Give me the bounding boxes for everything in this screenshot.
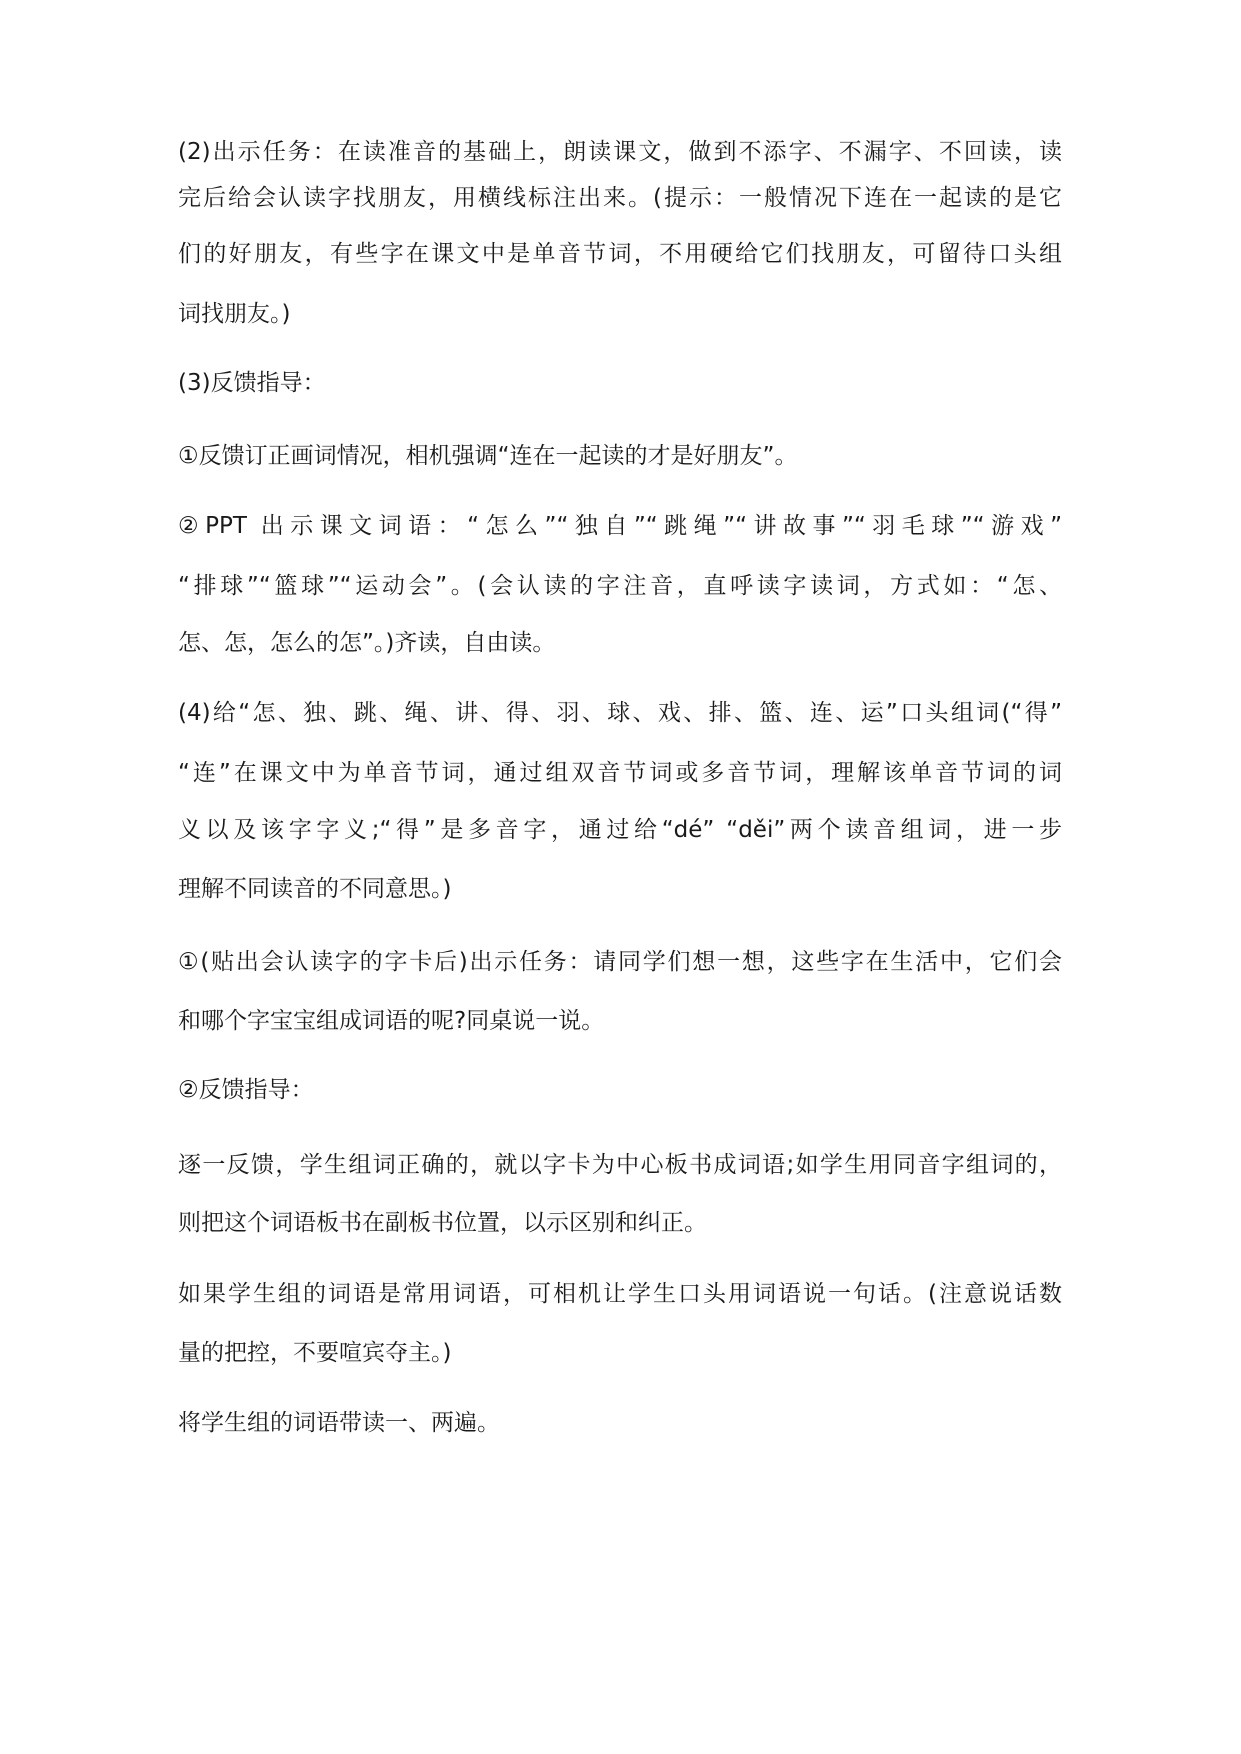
text-line-task-2: (2)出示任务：在读准音的基础上，朗读课文，做到不添字、不漏字、不回读，读 [178,139,1062,165]
text-line-task-2-cont-1: 完后给会认读字找朋友，用横线标注出来。(提示：一般情况下连在一起读的是它 [178,185,1062,211]
text-line-task-2-cont-2: 们的好朋友，有些字在课文中是单音节词，不用硬给它们找朋友，可留待口头组 [178,241,1062,267]
text-line-feedback-3: (3)反馈指导： [178,370,326,396]
text-line-task-4-cont-1: “连”在课文中为单音节词，通过组双音节词或多音节词，理解该单音节词的词 [178,760,1062,786]
text-line-feedback-detail-2-cont: 量的把控，不要喧宾夺主。) [178,1340,452,1366]
text-line-task-4-item-1: ①(贴出会认读字的字卡后)出示任务：请同学们想一想，这些字在生活中，它们会 [178,949,1062,975]
text-line-task-4-item-1-cont: 和哪个字宝宝组成词语的呢?同桌说一说。 [178,1008,605,1034]
text-line-task-4: (4)给“怎、独、跳、绳、讲、得、羽、球、戏、排、篮、连、运”口头组词(“得” [178,700,1062,726]
text-line-feedback-detail-2: 如果学生组的词语是常用词语，可相机让学生口头用词语说一句话。(注意说话数 [178,1281,1062,1307]
text-line-read-aloud: 将学生组的词语带读一、两遍。 [178,1410,500,1436]
text-line-feedback-item-1: ①反馈订正画词情况，相机强调“连在一起读的才是好朋友”。 [178,443,798,469]
text-line-feedback-item-2-cont-2: 怎、怎，怎么的怎”。)齐读，自由读。 [178,630,556,656]
text-line-feedback-detail-1-cont: 则把这个词语板书在副板书位置，以示区别和纠正。 [178,1210,707,1236]
text-line-task-4-item-2: ②反馈指导： [178,1077,314,1103]
text-line-task-4-cont-2: 义以及该字字义;“得”是多音字，通过给“dé” “děi”两个读音组词，进一步 [178,817,1062,843]
text-line-task-2-cont-3: 词找朋友。) [178,301,291,327]
text-line-task-4-cont-3: 理解不同读音的不同意思。) [178,876,452,902]
text-line-feedback-item-2: ②PPT 出示课文词语：“怎么”“独自”“跳绳”“讲故事”“羽毛球”“游戏” [178,513,1062,539]
text-line-feedback-detail-1: 逐一反馈，学生组词正确的，就以字卡为中心板书成词语;如学生用同音字组词的， [178,1152,1062,1178]
text-line-feedback-item-2-cont-1: “排球”“篮球”“运动会”。(会认读的字注音，直呼读字读词，方式如：“怎、 [178,573,1062,599]
